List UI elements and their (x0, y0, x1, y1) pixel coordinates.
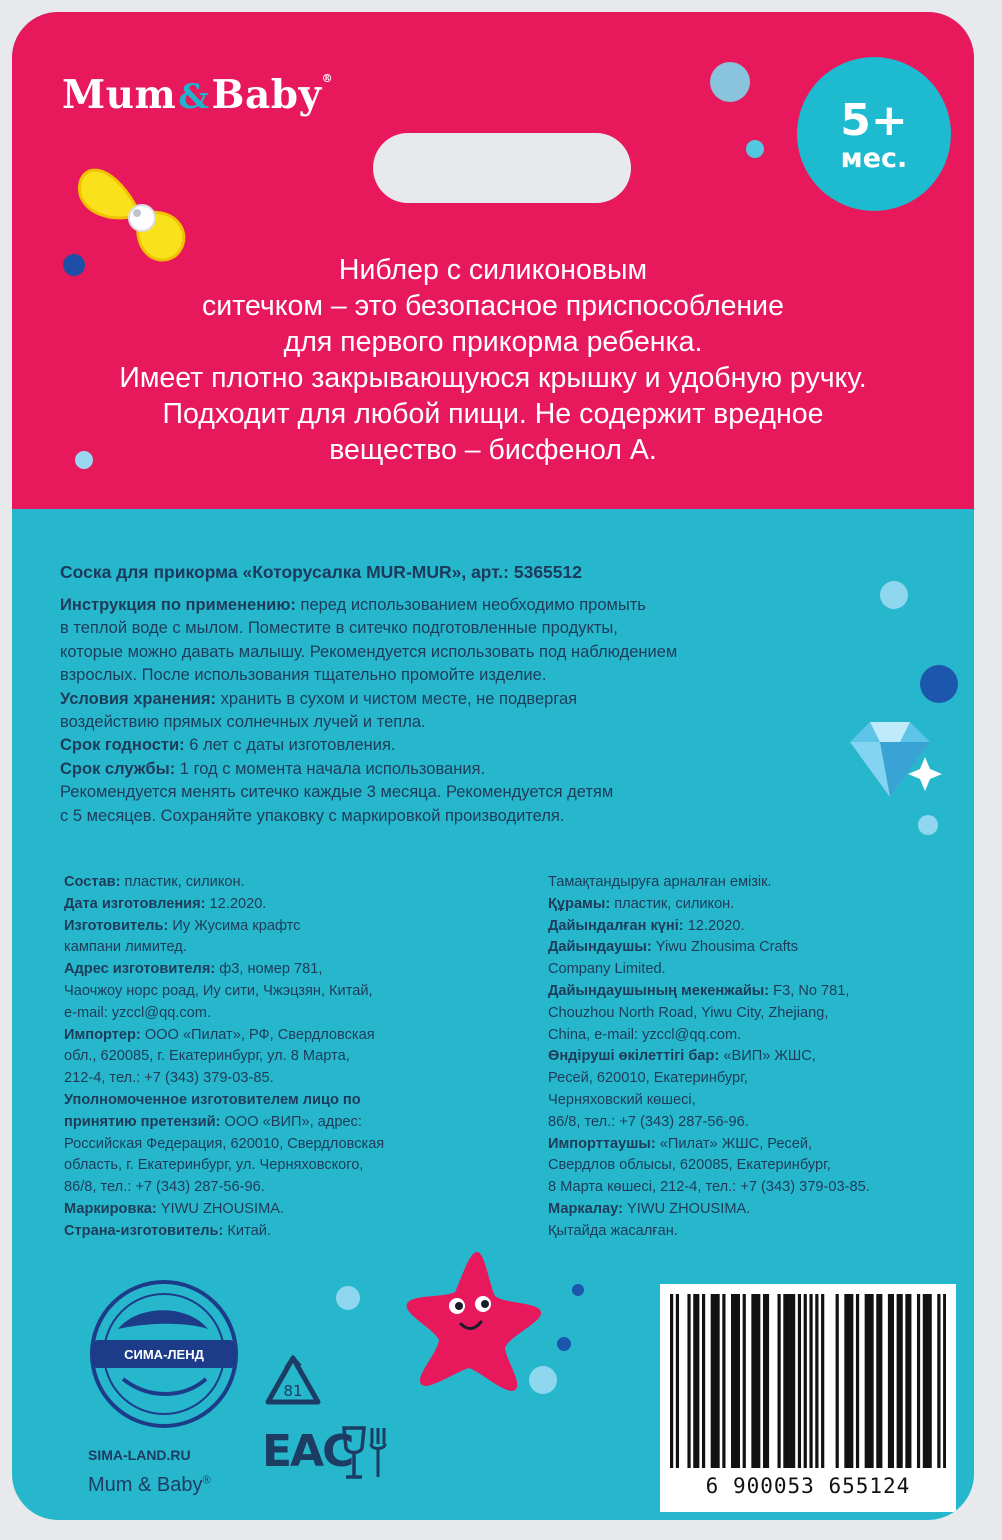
composition-text: YIWU ZHOUSIMA. (622, 1200, 751, 1217)
composition-line (548, 1155, 870, 1177)
barcode-bar (693, 1294, 696, 1468)
composition-text: пластик, силикон. (120, 874, 245, 890)
instruction-text: перед использованием необходимо промыть (295, 596, 646, 614)
barcode-bar (734, 1294, 737, 1468)
composition-label: Изготовитель: (64, 917, 169, 934)
composition-text: Свердлов облысы, 620085, Екатеринбург, (548, 1157, 831, 1174)
composition-label: Құрамы: (548, 895, 611, 912)
composition-text: ф3, номер 781, (215, 961, 323, 978)
composition-text: кампани лимитед. (64, 939, 187, 956)
composition-kz (548, 872, 870, 1243)
composition-line (548, 937, 870, 959)
composition-label: Маркалау: (548, 1200, 623, 1217)
barcode-bar (757, 1294, 760, 1468)
barcode-bars (670, 1294, 946, 1468)
usage-instructions (60, 594, 910, 828)
bubble-dot (920, 665, 958, 703)
barcode-bar (943, 1294, 946, 1468)
composition-text: Company Limited. (548, 961, 666, 978)
barcode-bar (926, 1294, 929, 1468)
description-line: ситечком – это безопасное приспособление (202, 290, 784, 322)
composition-text: Иу Жусима крафтс (168, 917, 301, 934)
barcode-bar (798, 1294, 801, 1468)
instruction-line (60, 594, 910, 617)
composition-line (548, 1112, 870, 1134)
recycle-icon (260, 1352, 326, 1414)
composition-label: Импорттаушы: (548, 1135, 656, 1152)
composition-text: пластик, силикон. (610, 895, 735, 912)
composition-label: Дайындаушының мекенжайы: (548, 982, 770, 999)
composition-line (548, 872, 870, 894)
barcode-bar (908, 1294, 911, 1468)
barcode-bar (917, 1294, 920, 1468)
composition-line (64, 1046, 384, 1068)
barcode-bar (696, 1294, 699, 1468)
barcode-bar (844, 1294, 847, 1468)
stamp-icon (78, 1274, 250, 1434)
composition-line (64, 959, 384, 981)
composition-line (548, 894, 870, 916)
barcode-bar (702, 1294, 705, 1468)
composition-line (548, 1090, 870, 1112)
age-badge (797, 57, 951, 211)
composition-text: 12.2020. (205, 895, 267, 912)
composition-text: Chouzhou North Road, Yiwu City, Zhejiang, (548, 1004, 829, 1021)
composition-line (548, 959, 870, 981)
composition-label: Маркировка: (64, 1200, 157, 1217)
brand-bottom-reg: ® (202, 1474, 211, 1487)
composition-text: 12.2020. (683, 917, 745, 934)
composition-line (64, 1155, 384, 1177)
barcode-bar (879, 1294, 882, 1468)
instruction-line: Рекомендуется менять ситечко каждые 3 месяца. Рекомендуется детям (60, 783, 614, 802)
instruction-label: Условия хранения: (60, 689, 217, 708)
registered-mark: ® (321, 72, 334, 85)
food-safe-icon (340, 1424, 390, 1482)
composition-label: Дайындаушы: (548, 939, 652, 956)
description-line: Подходит для любой пищи. Не содержит вредное (162, 398, 824, 430)
composition-text: ООО «ВИП», адрес: (220, 1113, 362, 1130)
composition-line (548, 1068, 870, 1090)
bubble-dot (918, 815, 938, 835)
recycle-code: 81 (283, 1382, 303, 1400)
package-card (12, 12, 974, 1520)
composition-line (548, 916, 870, 938)
composition-line (548, 1199, 870, 1221)
instruction-label: Срок годности: (60, 736, 185, 755)
instruction-line: в теплой воде с мылом. Поместите в ситечко подготовленные продукты, (60, 619, 618, 638)
instruction-line: воздействию прямых солнечных лучей и тепла. (60, 713, 426, 732)
barcode-bar (716, 1294, 719, 1468)
composition-text: e-mail: yzccl@qq.com. (64, 1004, 211, 1021)
composition-line (64, 1068, 384, 1090)
stamp-text: СИМА-ЛЕНД (124, 1347, 204, 1362)
composition-line (64, 1199, 384, 1221)
composition-ru (64, 872, 384, 1243)
bubble-dot (336, 1286, 360, 1310)
brand-name-part1: Mum (62, 72, 177, 118)
description-line: Имеет плотно закрывающуюся крышку и удобную ручку. (119, 362, 867, 394)
composition-line (64, 1003, 384, 1025)
instruction-line (60, 758, 910, 781)
barcode (660, 1284, 956, 1512)
composition-text: 212-4, тел.: +7 (343) 379-03-85. (64, 1070, 274, 1087)
barcode-bar (751, 1294, 754, 1468)
description-line: для первого прикорма ребенка. (283, 326, 703, 358)
instruction-line (60, 734, 910, 757)
bubble-dot (557, 1337, 571, 1351)
composition-text: Тамақтандыруға арналған емізік. (548, 874, 772, 890)
composition-text: F3, No 781, (769, 982, 850, 999)
barcode-bar (670, 1294, 673, 1468)
barcode-bar (868, 1294, 871, 1468)
barcode-bar (888, 1294, 891, 1468)
barcode-bar (789, 1294, 792, 1468)
barcode-bar (777, 1294, 780, 1468)
composition-text: 86/8, тел.: +7 (343) 287-56-96. (548, 1113, 749, 1130)
composition-text: «ВИП» ЖШС, (719, 1048, 816, 1065)
barcode-bar (870, 1294, 873, 1468)
barcode-bar (786, 1294, 789, 1468)
barcode-bar (929, 1294, 932, 1468)
instruction-text: 6 лет с даты изготовления. (184, 736, 396, 755)
eac-mark-icon: EAC (262, 1426, 353, 1477)
composition-line (548, 1177, 870, 1199)
bubble-dot (710, 62, 750, 102)
description-line: вещество – бисфенол А. (329, 434, 657, 466)
barcode-bar (687, 1294, 690, 1468)
composition-text: «Пилат» ЖШС, Ресей, (655, 1135, 813, 1152)
barcode-bar (900, 1294, 903, 1468)
starfish-icon (397, 1244, 547, 1394)
instruction-line (60, 688, 910, 711)
composition-text: ООО «Пилат», РФ, Свердловская (140, 1026, 375, 1043)
barcode-bar (783, 1294, 786, 1468)
barcode-bar (856, 1294, 859, 1468)
bubble-dot (746, 140, 764, 158)
composition-line (64, 981, 384, 1003)
barcode-bar (815, 1294, 818, 1468)
barcode-bar (743, 1294, 746, 1468)
barcode-digits: 6 900053 655124 (705, 1474, 911, 1498)
composition-text: 8 Марта көшесі, 212-4, тел.: +7 (343) 379-03-85. (548, 1179, 870, 1196)
composition-line (64, 1090, 384, 1112)
barcode-bar (763, 1294, 766, 1468)
barcode-bar (731, 1294, 734, 1468)
age-unit: мес. (840, 143, 908, 174)
composition-label: Импортер: (64, 1026, 141, 1043)
barcode-bar (804, 1294, 807, 1468)
composition-line (64, 1112, 384, 1134)
bubble-dot (572, 1284, 584, 1296)
brand-ampersand: & (178, 77, 210, 117)
composition-text: Черняховский көшесі, (548, 1091, 696, 1108)
barcode-bar (850, 1294, 853, 1468)
composition-text: Қытайда жасалған. (548, 1222, 678, 1239)
barcode-bar (809, 1294, 812, 1468)
composition-text: Чаочжоу норс роад, Иу сити, Чжэцзян, Китай, (64, 982, 373, 999)
brand-bottom-text: Mum & Baby (88, 1474, 203, 1496)
composition-label: Адрес изготовителя: (64, 961, 216, 978)
composition-line (548, 1221, 870, 1243)
instruction-line: которые можно давать малышу. Рекомендуется использовать под наблюдением (60, 642, 678, 661)
composition-text: 86/8, тел.: +7 (343) 287-56-96. (64, 1179, 265, 1196)
composition-line (64, 1177, 384, 1199)
composition-line (548, 981, 870, 1003)
composition-text: YIWU ZHOUSIMA. (156, 1200, 285, 1217)
composition-text: Yiwu Zhousima Crafts (651, 939, 799, 956)
barcode-bar (897, 1294, 900, 1468)
barcode-bar (865, 1294, 868, 1468)
instruction-line: взрослых. После использования тщательно промойте изделие. (60, 666, 547, 685)
description-line: Ниблер с силиконовым (338, 254, 648, 286)
brand-bottom (88, 1474, 211, 1497)
barcode-bar (714, 1294, 717, 1468)
composition-label: Өндіруші өкілеттігі бар: (548, 1048, 720, 1065)
composition-line (548, 1134, 870, 1156)
instruction-text: 1 год с момента начала использования. (175, 759, 486, 778)
barcode-bar (821, 1294, 824, 1468)
composition-label: принятию претензий: (64, 1113, 221, 1130)
composition-line (64, 1025, 384, 1047)
composition-text: Китай. (223, 1222, 271, 1239)
composition-text: Российская Федерация, 620010, Свердловская (64, 1135, 385, 1152)
barcode-bar (836, 1294, 839, 1468)
age-number: 5+ (840, 95, 908, 146)
barcode-bar (711, 1294, 714, 1468)
barcode-bar (905, 1294, 908, 1468)
barcode-bar (876, 1294, 879, 1468)
barcode-bar (766, 1294, 769, 1468)
website-label: SIMA-LAND.RU (88, 1447, 191, 1463)
composition-line (64, 894, 384, 916)
composition-line (64, 1134, 384, 1156)
brand-name-part2: Baby (211, 72, 322, 118)
brand-logo (62, 72, 333, 118)
barcode-bar (792, 1294, 795, 1468)
composition-line (548, 1003, 870, 1025)
barcode-bar (737, 1294, 740, 1468)
composition-line (64, 916, 384, 938)
instruction-line: с 5 месяцев. Сохраняйте упаковку с маркировкой производителя. (60, 806, 565, 825)
composition-line (64, 937, 384, 959)
composition-line (548, 1046, 870, 1068)
diamond-icon (840, 712, 950, 812)
barcode-bar (722, 1294, 725, 1468)
composition-line (64, 1221, 384, 1243)
barcode-bar (754, 1294, 757, 1468)
barcode-bar (847, 1294, 850, 1468)
composition-text: область, г. Екатеринбург, ул. Черняховского, (64, 1157, 364, 1174)
composition-label: Уполномоченное изготовителем лицо по (64, 1091, 361, 1108)
composition-line (548, 1025, 870, 1047)
instruction-label: Инструкция по применению: (60, 596, 296, 614)
composition-label: Страна-изготовитель: (64, 1222, 224, 1239)
product-title: Соска для прикорма «Которусалка MUR-MUR», арт.: 5365512 (60, 562, 582, 582)
barcode-bar (676, 1294, 679, 1468)
composition-text: Ресей, 620010, Екатеринбург, (548, 1070, 748, 1087)
instruction-text: хранить в сухом и чистом месте, не подвергая (216, 689, 578, 708)
composition-line (64, 872, 384, 894)
barcode-bar (923, 1294, 926, 1468)
instruction-label: Срок службы: (60, 759, 176, 778)
composition-label: Дата изготовления: (64, 895, 206, 912)
composition-label: Дайындалған күні: (548, 917, 684, 934)
product-description (42, 252, 944, 468)
composition-text: обл., 620085, г. Екатеринбург, ул. 8 Марта, (64, 1048, 350, 1065)
barcode-bar (937, 1294, 940, 1468)
composition-text: China, e-mail: yzccl@qq.com. (548, 1026, 742, 1043)
composition-label: Состав: (64, 874, 121, 890)
barcode-bar (891, 1294, 894, 1468)
